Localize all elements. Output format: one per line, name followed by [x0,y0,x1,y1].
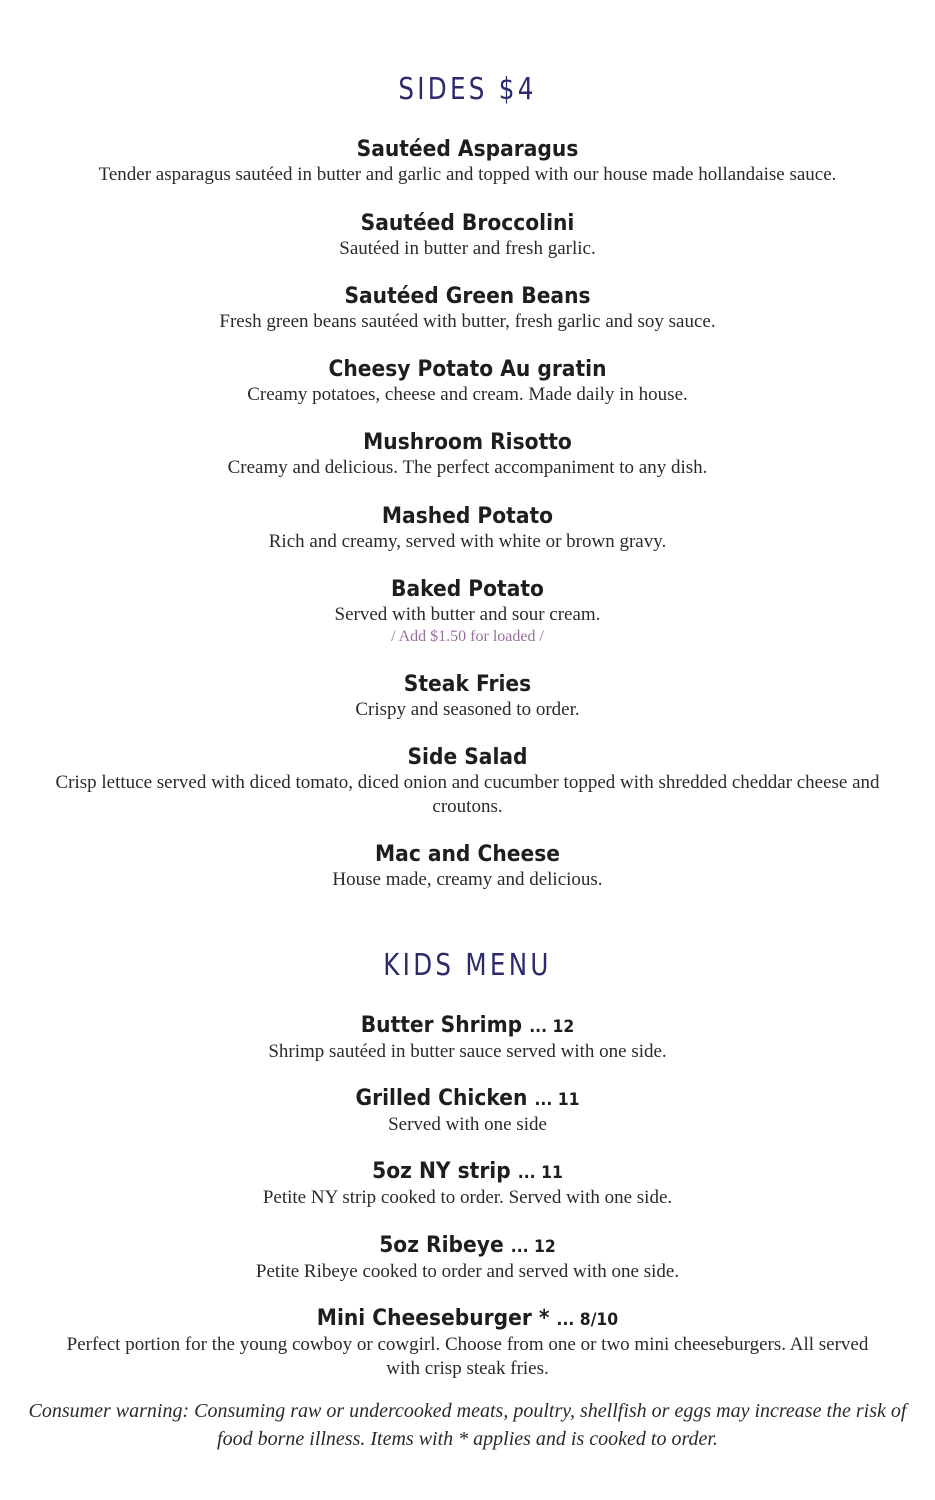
menu-item-5oz-ny-strip [0,1159,935,1210]
menu-item-steak-fries [0,672,935,722]
item-name-row [37,1086,897,1113]
item-price: ... 12 [510,1237,556,1257]
menu-item-sauteed-broccolini [0,211,935,261]
menu-item-mini-cheeseburger [0,1306,935,1381]
item-description: Petite NY strip cooked to order. Served with one side. [262,1187,673,1208]
item-name: 5oz Ribeye [379,1233,504,1258]
menu-item-mushroom-risotto [0,430,935,480]
item-name: Grilled Chicken [355,1086,528,1111]
item-name-row [37,1159,897,1186]
item-description-line-1: Crisp lettuce served with diced tomato, diced onion and cucumber topped with shredded cheddar cheese and [55,772,880,793]
item-name: Sautéed Green Beans [344,284,591,309]
item-description: Served with butter and sour cream. [334,604,601,625]
item-description-line-1: Perfect portion for the young cowboy or cowgirl. Choose from one or two mini cheeseburgers. All served [66,1334,869,1355]
item-note: / Add $1.50 for loaded / [391,628,544,645]
item-name: Mini Cheeseburger * [316,1306,550,1331]
sides-section-title: SIDES $4 [398,72,537,107]
item-description: Sautéed in butter and fresh garlic. [339,238,596,259]
menu-item-mac-and-cheese [0,842,935,892]
menu-item-cheesy-potato-au-gratin [0,357,935,407]
item-name: 5oz NY strip [372,1159,511,1184]
item-description: Crispy and seasoned to order. [355,699,580,720]
menu-item-grilled-chicken [0,1086,935,1137]
item-price: ... 8/10 [556,1310,619,1330]
consumer-warning [0,1397,935,1453]
item-price: ... 12 [529,1017,575,1037]
consumer-warning-line-1: Consumer warning: Consuming raw or undercooked meats, poultry, shellfish or eggs may increase the risk of [28,1400,907,1422]
item-description: Fresh green beans sautéed with butter, fresh garlic and soy sauce. [219,311,716,332]
item-description: Shrimp sautéed in butter sauce served with one side. [268,1041,667,1062]
menu-item-mashed-potato [0,504,935,554]
item-name-row [37,1306,897,1333]
item-name: Steak Fries [403,672,532,697]
item-description-line-2: croutons. [432,796,503,817]
item-name: Baked Potato [391,577,544,602]
item-description: Creamy and delicious. The perfect accompaniment to any dish. [227,457,708,478]
item-description: Served with one side [388,1114,547,1135]
item-description: Creamy potatoes, cheese and cream. Made daily in house. [247,384,688,405]
item-name-row [37,1233,897,1260]
item-name: Mac and Cheese [375,842,560,867]
item-description: House made, creamy and delicious. [332,869,603,890]
item-description-line-2: with crisp steak fries. [386,1358,549,1379]
menu-item-side-salad [0,745,935,819]
item-name: Side Salad [407,745,528,770]
item-description: Petite Ribeye cooked to order and served with one side. [255,1261,680,1282]
item-name: Mushroom Risotto [363,430,572,455]
item-name: Cheesy Potato Au gratin [328,357,607,382]
item-price: ... 11 [534,1090,580,1110]
item-description: Tender asparagus sautéed in butter and garlic and topped with our house made hollandaise sauce. [98,164,837,185]
menu-item-butter-shrimp [0,1013,935,1064]
menu-item-sauteed-asparagus [0,137,935,187]
menu-item-baked-potato [0,577,935,647]
consumer-warning-line-2: food borne illness. Items with * applies and is cooked to order. [217,1428,718,1450]
kids-section-title: KIDS MENU [383,948,552,983]
item-name-row [37,1013,897,1040]
item-name: Butter Shrimp [360,1013,523,1038]
menu-item-sauteed-green-beans [0,284,935,334]
item-name: Sautéed Asparagus [356,137,579,162]
menu-item-5oz-ribeye [0,1233,935,1284]
item-name: Sautéed Broccolini [360,211,575,236]
item-price: ... 11 [517,1163,563,1183]
item-description: Rich and creamy, served with white or brown gravy. [268,531,667,552]
item-name: Mashed Potato [381,504,554,529]
